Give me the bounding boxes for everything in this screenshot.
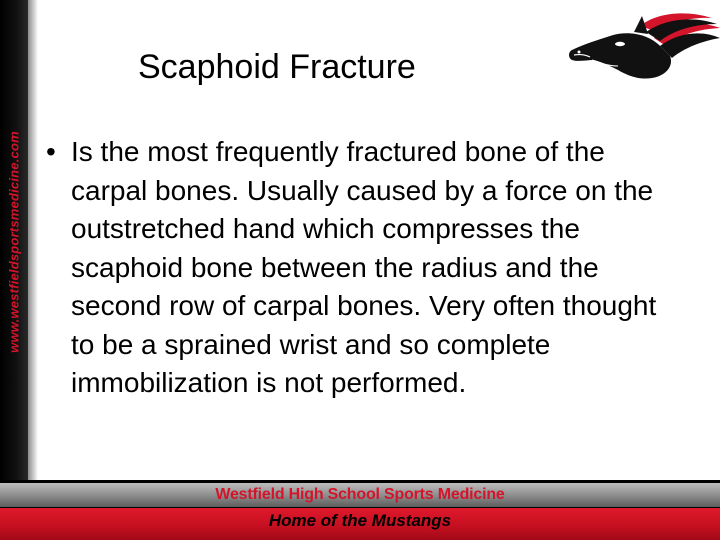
bullet-item: [46, 133, 666, 403]
bullet-marker: •: [46, 136, 56, 167]
bullet-text: Is the most frequently fractured bone of the carpal bones. Usually caused by a force on the outstretched hand which compresses the scaphoid bone between the radius and the second row of carpal bones. Very often thought to be a sprained wrist and so complete immobilization is not performed.: [71, 136, 657, 398]
footer-school-name: Westfield High School Sports Medicine: [215, 486, 505, 503]
mustang-head-logo-icon: [562, 8, 720, 88]
sidebar-shadow: [28, 0, 38, 480]
sidebar-url-text: www.westfieldsportsmedicine.com: [6, 131, 22, 353]
slide-title: Scaphoid Fracture: [138, 48, 416, 86]
footer-tagline: Home of the Mustangs: [268, 511, 452, 530]
